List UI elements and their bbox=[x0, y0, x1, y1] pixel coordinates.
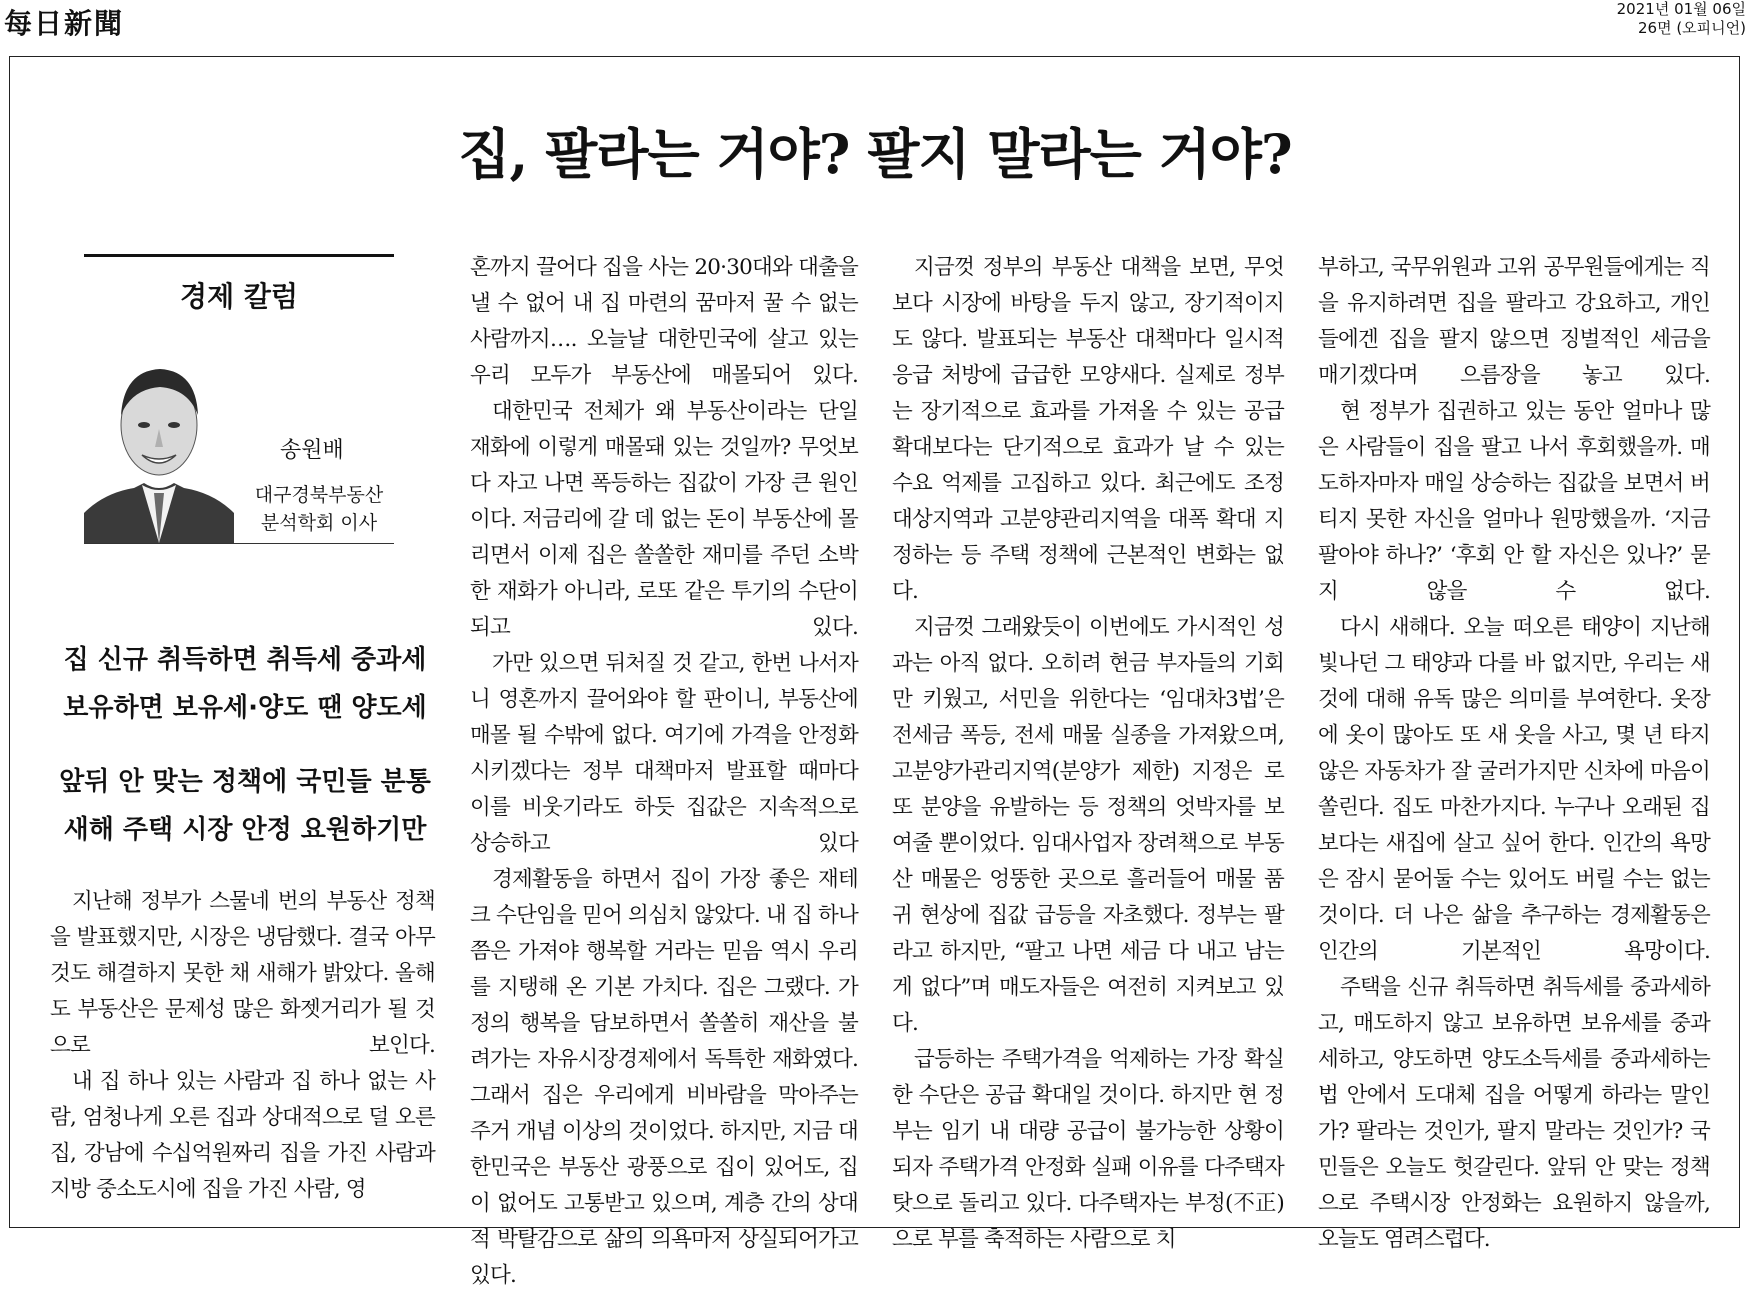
column-label: 경제 칼럼 bbox=[180, 280, 298, 313]
body-paragraph: 지금껏 정부의 부동산 대책을 보면, 무엇보다 시장에 바탕을 두지 않고, 장기적이지도 않다. 발표되는 부동산 대책마다 일시적 응급 처방에 급급한 모양새다. 실제로 정부는 장기적으로 효과를 가져올 수 있는 공급 확대보다는 단기적으로 효과가 날 수 있는 수요 억제를 고집하고 있다. 최근에도 조정대상지역과 고분양관리지역을 대폭 확대 지정하는 등 주택 정책에 근본적인 변화는 없다. bbox=[892, 255, 1284, 604]
body-column-1 bbox=[50, 884, 435, 1208]
body-paragraph: 현 정부가 집권하고 있는 동안 얼마나 많은 사람들이 집을 팔고 나서 후회했을까. 매도하자마자 매일 상승하는 집값을 보면서 버티지 못한 자신을 얼마나 원망했을까. ‘지금 팔아야 하나?’ ‘후회 안 할 자신은 있나?’ 묻지 않을 수 없다. bbox=[1318, 399, 1710, 604]
affiliation-line: 대구경북부동산 bbox=[254, 484, 384, 506]
body-paragraph: 대한민국 전체가 왜 부동산이라는 단일 재화에 이렇게 매몰돼 있는 것일까? 무엇보다 자고 나면 폭등하는 집값이 가장 큰 원인이다. 저금리에 갈 데 없는 돈이 부동산에 몰리면서 이제 집은 쏠쏠한 재미를 주던 소박한 재화가 아니라, 로또 같은 투기의 수단이 되고 있다. bbox=[470, 399, 858, 640]
subheadline: 집 신규 취득하면 취득세 중과세 bbox=[63, 645, 427, 675]
body-column-2 bbox=[470, 250, 858, 1294]
author-portrait bbox=[84, 343, 234, 543]
body-paragraph: 주택을 신규 취득하면 취득세를 중과세하고, 매도하지 않고 보유하면 보유세를 중과세하고, 양도하면 양도소득세를 중과세하는 법 안에서 도대체 집을 어떻게 하라는 말인가? 팔라는 것인가, 팔지 말라는 것인가? 국민들은 오늘도 헛갈린다. 앞뒤 안 맞는 정책으로 주택시장 안정화는 요원하지 않을까, 오늘도 염려스럽다. bbox=[1318, 975, 1710, 1252]
body-paragraph: 부하고, 국무위원과 고위 공무원들에게는 직을 유지하려면 집을 팔라고 강요하고, 개인들에겐 집을 팔지 않으면 징벌적인 세금을 매기겠다며 으름장을 놓고 있다. bbox=[1318, 255, 1710, 388]
column-sidebar bbox=[84, 254, 394, 544]
publication-info bbox=[1617, 0, 1746, 38]
newspaper-masthead: 每日新聞 bbox=[4, 7, 125, 40]
author-affiliation bbox=[244, 481, 394, 537]
body-paragraph: 내 집 하나 있는 사람과 집 하나 없는 사람, 엄청나게 오른 집과 상대적으로 덜 오른 집, 강남에 수십억원짜리 집을 가진 사람과 지방 중소도시에 집을 가진 사람, 영 bbox=[50, 1069, 435, 1202]
author-profile bbox=[84, 333, 394, 544]
body-paragraph: 급등하는 주택가격을 억제하는 가장 확실한 수단은 공급 확대일 것이다. 하지만 현 정부는 임기 내 대량 공급이 불가능한 상황이 되자 주택가격 안정화 실패 이유를 다주택자 탓으로 돌리고 있다. 다주택자는 부정(不正)으로 부를 축적하는 사람으로 치 bbox=[892, 1047, 1284, 1252]
body-paragraph: 지금껏 그래왔듯이 이번에도 가시적인 성과는 아직 없다. 오히려 현금 부자들의 기회만 키웠고, 서민을 위한다는 ‘임대차3법’은 전세금 폭등, 전세 매물 실종을 가져왔으며, 고분양가관리지역(분양가 제한) 지정은 로또 분양을 유발하는 등 정책의 엇박자를 보여줄 뿐이었다. 임대사업자 장려책으로 부동산 매물은 엉뚱한 곳으로 흘러들어 매물 품귀 현상에 집값 급등을 자초했다. 정부는 팔라고 하지만, “팔고 나면 세금 다 내고 남는 게 없다”며 매도자들은 여전히 지켜보고 있다. bbox=[892, 615, 1284, 1036]
body-paragraph: 경제활동을 하면서 집이 가장 좋은 재테크 수단임을 믿어 의심치 않았다. 내 집 하나쯤은 가져야 행복할 거라는 믿음 역시 우리를 지탱해 온 기본 가치다. 집은 그랬다. 가정의 행복을 담보하면서 쏠쏠히 재산을 불려가는 자유시장경제에서 독특한 재화였다. 그래서 집은 우리에게 비바람을 막아주는 주거 개념 이상의 것이었다. 하지만, 지금 대한민국은 부동산 광풍으로 집이 있어도, 집이 없어도 고통받고 있으며, 계층 간의 상대적 박탈감으로 삶의 의욕마저 상실되어가고 있다. bbox=[470, 867, 858, 1288]
body-paragraph: 다시 새해다. 오늘 떠오른 태양이 지난해 빛나던 그 태양과 다를 바 없지만, 우리는 새것에 대해 유독 많은 의미를 부여한다. 옷장에 옷이 많아도 또 새 옷을 사고, 몇 년 타지 않은 자동차가 잘 굴러가지만 신차에 마음이 쏠린다. 집도 마찬가지다. 누구나 오래된 집보다는 새집에 살고 싶어 한다. 인간의 욕망은 잠시 묻어둘 수는 있어도 버릴 수는 없는 것이다. 더 나은 삶을 추구하는 경제활동은 인간의 기본적인 욕망이다. bbox=[1318, 615, 1710, 964]
publication-date: 2021년 01월 06일 bbox=[1616, 0, 1746, 18]
subheadline: 앞뒤 안 맞는 정책에 국민들 분통 bbox=[59, 767, 431, 797]
author-name: 송원배 bbox=[280, 438, 344, 463]
subheadline: 새해 주택 시장 안정 요원하기만 bbox=[63, 815, 427, 845]
body-column-4 bbox=[1318, 250, 1710, 1258]
body-paragraph: 혼까지 끌어다 집을 사는 20·30대와 대출을 낼 수 없어 내 집 마련의 꿈마저 꿀 수 없는 사람까지…. 오늘날 대한민국에 살고 있는 우리 모두가 부동산에 매몰되어 있다. bbox=[470, 255, 858, 388]
body-paragraph: 지난해 정부가 스물네 번의 부동산 정책을 발표했지만, 시장은 냉담했다. 결국 아무것도 해결하지 못한 채 새해가 밝았다. 올해도 부동산은 문제성 많은 화젯거리가 될 것으로 보인다. bbox=[50, 889, 435, 1058]
affiliation-line: 분석학회 이사 bbox=[260, 512, 378, 534]
page-section: 26면 (오피니언) bbox=[1637, 19, 1746, 37]
body-paragraph: 가만 있으면 뒤처질 것 같고, 한번 나서자니 영혼까지 끌어와야 할 판이니, 부동산에 매몰 될 수밖에 없다. 여기에 가격을 안정화시키겠다는 정부 대책마저 발표할 때마다 이를 비웃기라도 하듯 집값은 지속적으로 상승하고 있다 bbox=[470, 651, 858, 856]
body-column-3 bbox=[892, 250, 1284, 1258]
headline: 집, 팔라는 거야? 팔지 말라는 거야? bbox=[458, 122, 1292, 186]
subheadlines bbox=[50, 636, 440, 854]
sidebar-rule bbox=[84, 254, 394, 257]
subheadline: 보유하면 보유세·양도 땐 양도세 bbox=[63, 693, 427, 723]
